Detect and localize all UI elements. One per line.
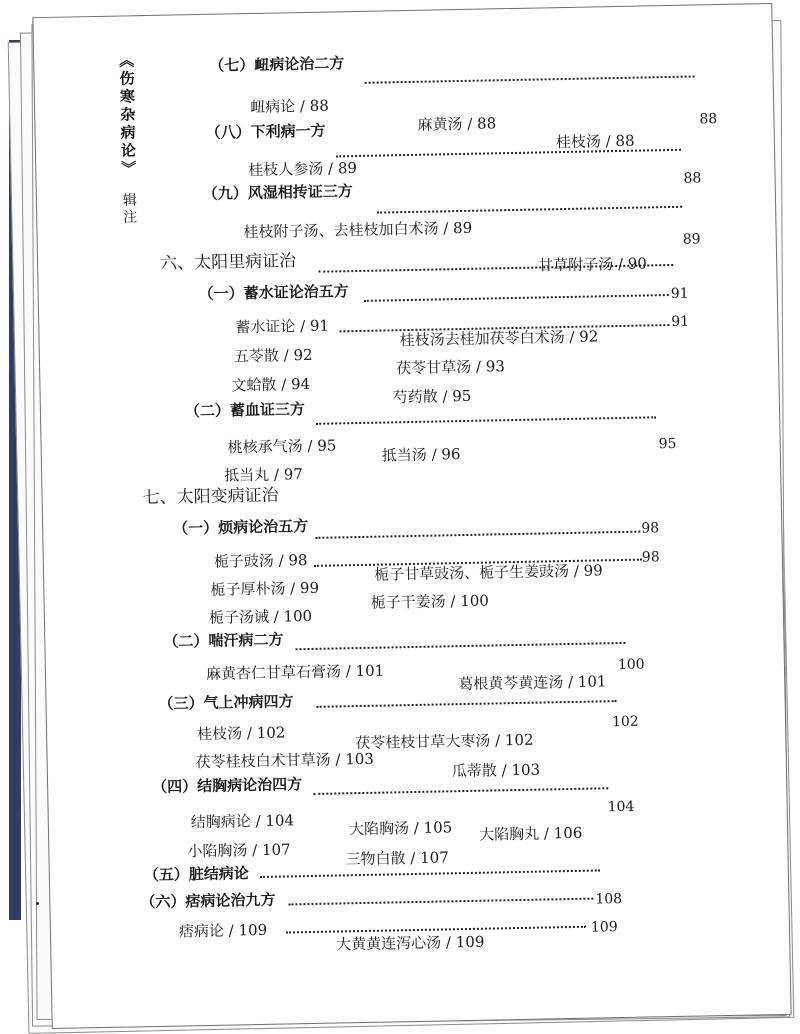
dot-leader <box>377 206 682 214</box>
toc-entry[interactable]: 蓄水证论 / 91 <box>235 316 330 337</box>
section-heading[interactable]: （六）痞病论治九方 <box>140 890 276 912</box>
toc-entry[interactable]: 瓜蒂散 / 103 <box>451 760 541 781</box>
dot-leader <box>260 869 600 878</box>
dot-leader <box>365 75 695 83</box>
page-number: 98 <box>641 520 660 537</box>
section-heading[interactable]: （八）下利病一方 <box>205 121 326 142</box>
page-number: 95 <box>658 435 677 453</box>
section-heading[interactable]: （七）衄病论治二方 <box>209 54 345 75</box>
page-number: 100 <box>617 656 645 674</box>
section-heading[interactable]: （二）蓄血证三方 <box>184 400 306 421</box>
toc-entry[interactable]: 大陷胸丸 / 106 <box>478 823 583 844</box>
toc-entry[interactable]: 甘草附子汤 / 90 <box>538 254 648 275</box>
section-heading[interactable]: （二）喘汗病二方 <box>163 630 284 651</box>
page-number: 89 <box>682 231 701 248</box>
book-subtitle: 辑注 <box>120 192 138 227</box>
margin-speck <box>36 902 39 905</box>
page-number: 91 <box>671 313 690 330</box>
toc-entry[interactable]: 大黄黄连泻心汤 / 109 <box>336 932 485 954</box>
toc-entry[interactable]: 结胸病论 / 104 <box>190 811 295 832</box>
page-number: 109 <box>590 919 618 936</box>
running-header <box>109 52 140 227</box>
section-heading[interactable]: （九）风湿相抟证三方 <box>202 182 353 203</box>
dot-leader <box>316 416 656 425</box>
section-heading[interactable]: （一）蓄水证论治五方 <box>198 282 349 304</box>
page-number: 98 <box>641 549 660 566</box>
toc-entry[interactable]: 栀子厚朴汤 / 99 <box>210 578 320 599</box>
page-number: 88 <box>699 111 718 128</box>
page-number: 102 <box>611 713 639 731</box>
toc-entry[interactable]: 栀子干姜汤 / 100 <box>370 591 490 612</box>
toc-entry[interactable]: 芍药散 / 95 <box>392 386 472 407</box>
toc-entry[interactable]: 桂枝附子汤、去桂枝加白术汤 / 89 <box>243 218 473 242</box>
toc-entry[interactable]: 桂枝汤去桂加茯苓白术汤 / 92 <box>399 327 599 350</box>
toc-entry[interactable]: 桂枝汤 / 102 <box>196 723 286 744</box>
toc-entry[interactable]: 栀子豉汤 / 98 <box>213 551 308 571</box>
section-heading[interactable]: （四）结胸病论治四方 <box>151 775 303 797</box>
chapter-heading[interactable]: 七、太阳变病证治 <box>142 485 279 509</box>
toc-entry[interactable]: 抵当丸 / 97 <box>224 465 304 485</box>
toc-entry[interactable]: 栀子甘草豉汤、栀子生姜豉汤 / 99 <box>373 561 603 584</box>
toc-entry[interactable]: 桂枝人参汤 / 89 <box>248 158 358 180</box>
dot-leader <box>288 898 593 906</box>
toc-entry[interactable]: 桃核承气汤 / 95 <box>227 436 337 457</box>
dot-leader <box>317 700 617 708</box>
toc-entry[interactable]: 文蛤散 / 94 <box>231 374 311 395</box>
dot-leader <box>364 294 669 302</box>
toc-entry[interactable]: 痞病论 / 109 <box>178 920 268 941</box>
toc-entry[interactable]: 桂枝汤 / 88 <box>555 131 635 152</box>
toc-page <box>32 3 791 1029</box>
toc-entry[interactable]: 茯苓桂枝甘草大枣汤 / 102 <box>355 730 534 753</box>
toc-entry[interactable]: 三物白散 / 107 <box>345 848 449 869</box>
toc-entry[interactable]: 葛根黄芩黄连汤 / 101 <box>458 672 607 694</box>
dot-leader <box>315 531 640 539</box>
page-number: 91 <box>670 285 689 302</box>
section-heading[interactable]: （一）烦病论治五方 <box>173 516 309 538</box>
toc-entry[interactable]: 小陷胸汤 / 107 <box>187 840 291 861</box>
toc-entry[interactable]: 抵当汤 / 96 <box>381 445 461 465</box>
dot-leader <box>336 149 681 158</box>
toc-entry[interactable]: 衄病论 / 88 <box>249 96 329 117</box>
section-heading[interactable]: （三）气上冲病四方 <box>158 692 294 713</box>
section-heading[interactable]: （五）脏结病论 <box>143 864 250 885</box>
toc-entry[interactable]: 茯苓桂枝白术甘草汤 / 103 <box>195 749 375 772</box>
toc-entry[interactable]: 麻黄杏仁甘草石膏汤 / 101 <box>205 661 385 683</box>
chapter-heading[interactable]: 六、太阳里病证治 <box>159 251 297 274</box>
page-number: 104 <box>607 798 635 816</box>
dot-leader <box>296 642 626 650</box>
toc-entry[interactable]: 栀子汤诫 / 100 <box>208 606 313 627</box>
page-number: 88 <box>683 170 702 187</box>
toc-entry[interactable]: 大陷胸汤 / 105 <box>348 818 453 839</box>
page-number: 108 <box>595 891 623 908</box>
toc-entry[interactable]: 五苓散 / 92 <box>233 345 313 366</box>
toc-entry[interactable]: 茯苓甘草汤 / 93 <box>395 357 506 378</box>
toc-entry[interactable]: 麻黄汤 / 88 <box>417 114 497 134</box>
dot-leader <box>313 787 608 795</box>
book-title: 《伤寒杂病论》 <box>117 52 138 179</box>
